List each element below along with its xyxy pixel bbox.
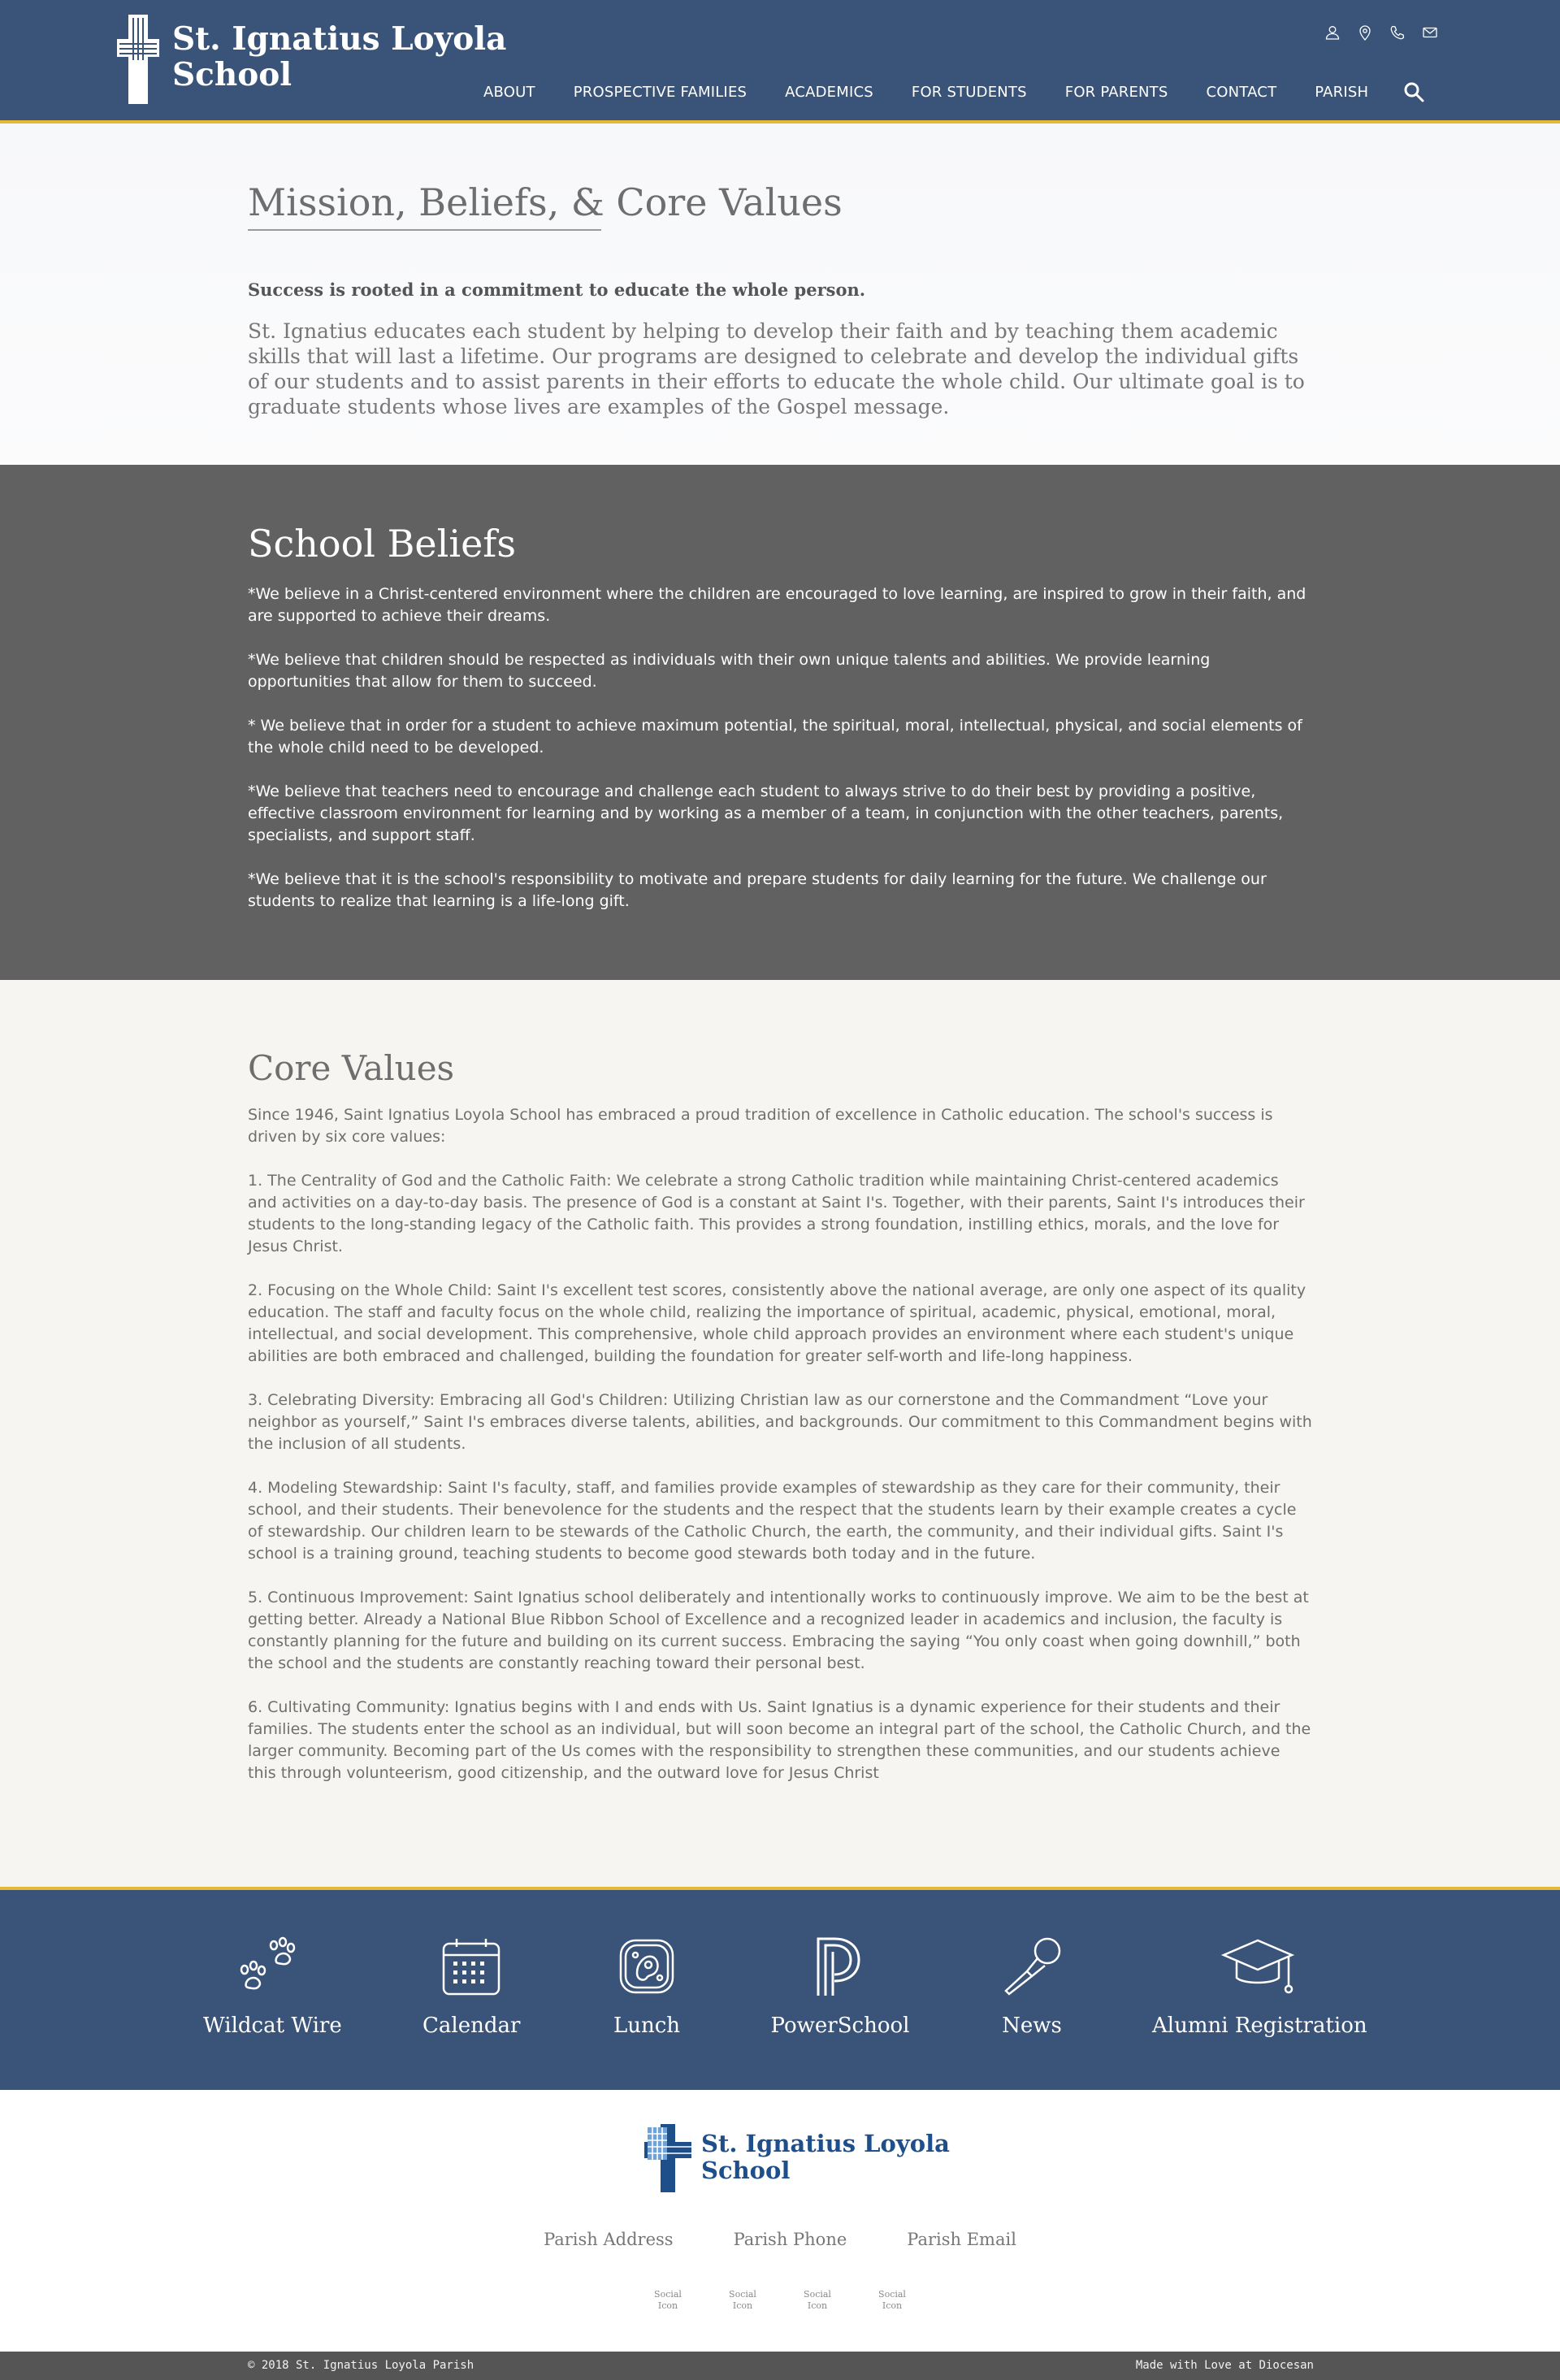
nav-contact[interactable]: CONTACT	[1206, 83, 1277, 101]
mission-body: St. Ignatius educates each student by helping to develop their faith and by teaching them academic skills that will last a lifetime. Our programs are designed to celebrate and develop the individual gifts of our students and to assist parents in their efforts to educate the whole child. Our ultimate goal is to graduate students whose lives are examples of the Gospel message.	[248, 319, 1305, 418]
nav-for-parents[interactable]: FOR PARENTS	[1064, 83, 1168, 101]
quick-link-powerschool[interactable]	[767, 1936, 913, 2038]
cross-logo-icon	[117, 15, 159, 104]
calendar-icon	[440, 1936, 502, 1997]
quick-link-label: Calendar	[422, 2014, 521, 2038]
parish-phone-link[interactable]: Parish Phone	[733, 2230, 847, 2249]
parish-address-link[interactable]: Parish Address	[544, 2230, 674, 2249]
powerschool-icon	[815, 1936, 865, 1997]
cross-logo-icon	[644, 2124, 691, 2192]
nav-about[interactable]: ABOUT	[483, 83, 535, 101]
nav-for-students[interactable]: FOR STUDENTS	[911, 83, 1027, 101]
logo-line-1: St. Ignatius Loyola	[172, 20, 507, 58]
social-label: Icon	[657, 2300, 678, 2311]
map-pin-icon[interactable]	[1357, 24, 1373, 41]
belief-item: *We believe that it is the school's responsibility to motivate and prepare students for daily learning for the future. We challenge our students to realize that learning is a life-long gift.	[248, 870, 1267, 910]
quick-link-wildcat-wire[interactable]	[203, 1936, 342, 2038]
social-label: Icon	[882, 2300, 903, 2311]
belief-item: *We believe in a Christ-centered environment where the children are encouraged to love learning, are inspired to grow in their faith, and are supported to achieve their dreams.	[248, 585, 1306, 625]
quick-link-lunch[interactable]	[606, 1936, 687, 2038]
page-title: Mission, Beliefs, & Core Values	[248, 180, 843, 224]
quick-link-label: PowerSchool	[770, 2014, 910, 2038]
social-label: Icon	[807, 2300, 828, 2311]
social-label: Social	[804, 2289, 831, 2300]
belief-item: *We believe that children should be respected as individuals with their own unique talents and abilities. We provide learning opportunities that allow for them to succeed.	[248, 651, 1211, 691]
social-links	[0, 2289, 1560, 2312]
phone-icon[interactable]	[1389, 24, 1406, 41]
made-by-link[interactable]: Made with Love at Diocesan	[1135, 2359, 1314, 2372]
graduation-cap-icon	[1220, 1936, 1295, 1997]
lunch-icon	[616, 1936, 678, 1997]
nav-prospective-families[interactable]: PROSPECTIVE FAMILIES	[573, 83, 748, 101]
quick-link-label: Lunch	[613, 2014, 681, 2038]
core-value-item: 6. Cultivating Community: Ignatius begins with I and ends with Us. Saint Ignatius is a dynamic experience for their students and their families. The students enter the school as an individual, but will soon become an integral part of the school, the Catholic Church, and the larger community. Becoming part of the Us comes with the responsibility to strengthen these communities, and our students achieve this through volunteerism, good citizenship, and the outward love for Jesus Christ	[248, 1698, 1311, 1782]
core-value-item: 5. Continuous Improvement: Saint Ignatius school deliberately and intentionally works to continuously improve. We aim to be the best at getting better. Already a National Blue Ribbon School of Excellence and a recognized leader in academics and inclusion, the faculty is constantly planning for the future and building on its current success. Embracing the saying “You only coast when going downhill,” both the school and the students are constantly reaching toward their personal best.	[248, 1589, 1309, 1672]
quick-link-label: Alumni Registration	[1152, 2014, 1367, 2038]
mission-section	[0, 124, 1560, 465]
social-label: Icon	[732, 2300, 753, 2311]
core-value-item: 4. Modeling Stewardship: Saint I's faculty, staff, and families provide examples of stewardship as they care for their community, their school, and their students. Their benevolence for the students and the respect that the students learn by their example creates a cycle of stewardship. Our children learn to be stewards of the Catholic Church, the earth, the community, and their individual gifts. Saint I's school is a training ground, teaching students to become good stewards both today and in the future.	[248, 1479, 1297, 1563]
footer-logo-line-1: St. Ignatius Loyola	[701, 2130, 950, 2157]
site-header	[0, 0, 1560, 124]
core-values-section	[0, 980, 1560, 1887]
core-values-body	[248, 1104, 1312, 1806]
search-icon[interactable]	[1403, 81, 1424, 102]
quick-link-news[interactable]	[991, 1936, 1072, 2038]
social-label: Social	[654, 2289, 682, 2300]
copyright-text: © 2018 St. Ignatius Loyola Parish	[248, 2359, 474, 2372]
social-label: Social	[878, 2289, 906, 2300]
beliefs-section	[0, 465, 1560, 980]
belief-item: *We believe that teachers need to encourage and challenge each student to always strive to do their best by providing a positive, effective classroom environment for learning and by working as a member of a team, in conjunction with the other teachers, parents, specialists, and support staff.	[248, 782, 1284, 844]
social-icon[interactable]	[878, 2289, 907, 2312]
main-nav	[483, 81, 1424, 102]
beliefs-title: School Beliefs	[248, 522, 516, 566]
quick-link-calendar[interactable]	[422, 1936, 520, 2038]
belief-item: * We believe that in order for a student to achieve maximum potential, the spiritual, moral, intellectual, physical, and social elements of the whole child need to be developed.	[248, 717, 1302, 756]
core-intro: Since 1946, Saint Ignatius Loyola School has embraced a proud tradition of excellence in Catholic education. The school's success is driven by six core values:	[248, 1106, 1273, 1146]
logo-line-2: School	[172, 56, 292, 93]
beliefs-list	[248, 583, 1312, 934]
social-label: Social	[729, 2289, 756, 2300]
footer-contact-links	[0, 2230, 1560, 2249]
core-value-item: 2. Focusing on the Whole Child: Saint I's excellent test scores, consistently above the national average, are only one aspect of its quality education. The staff and faculty focus on the whole child, realizing the importance of spiritual, academic, physical, emotional, moral, intellectual, and social development. This comprehensive, whole child approach provides an environment where each student's unique abilities are both embraced and challenged, building the foundation for greater self-worth and life-long happiness.	[248, 1281, 1306, 1365]
parish-email-link[interactable]: Parish Email	[907, 2230, 1016, 2249]
core-values-title: Core Values	[248, 1048, 455, 1088]
title-underline	[248, 229, 601, 231]
site-footer	[0, 2090, 1560, 2352]
quick-link-alumni-registration[interactable]	[1152, 1936, 1367, 2038]
quick-link-label: News	[1002, 2014, 1062, 2038]
copyright-bar	[0, 2352, 1560, 2380]
core-value-item: 3. Celebrating Diversity: Embracing all God's Children: Utilizing Christian law as our cornerstone and the Commandment “Love your neighbor as yourself,” Saint I's embraces diverse talents, abilities, and backgrounds. Our commitment to this Commandment begins with the inclusion of all students.	[248, 1391, 1312, 1453]
mission-lead: Success is rooted in a commitment to educate the whole person.	[248, 280, 866, 300]
mail-icon[interactable]	[1422, 24, 1438, 41]
quick-links-bar	[0, 1887, 1560, 2093]
nav-academics[interactable]: ACADEMICS	[785, 83, 873, 101]
footer-logo-line-2: School	[701, 2157, 791, 2184]
footer-logo[interactable]	[644, 2124, 950, 2192]
social-icon[interactable]	[653, 2289, 682, 2312]
nav-parish[interactable]: PARISH	[1315, 83, 1369, 101]
social-icon[interactable]	[728, 2289, 757, 2312]
social-icon[interactable]	[803, 2289, 832, 2312]
core-value-item: 1. The Centrality of God and the Catholic Faith: We celebrate a strong Catholic tradition while maintaining Christ-centered academics and activities on a day-to-day basis. The presence of God is a constant at Saint I's. Together, with their parents, Saint I's introduces their students to the long-standing legacy of the Catholic faith. This provides a strong foundation, instilling ethics, morals, and the love for Jesus Christ.	[248, 1172, 1305, 1255]
quick-link-label: Wildcat Wire	[203, 2014, 342, 2038]
microphone-icon	[1001, 1936, 1063, 1997]
site-logo[interactable]	[117, 15, 506, 104]
paw-prints-icon	[234, 1936, 299, 1997]
user-icon[interactable]	[1324, 24, 1341, 41]
